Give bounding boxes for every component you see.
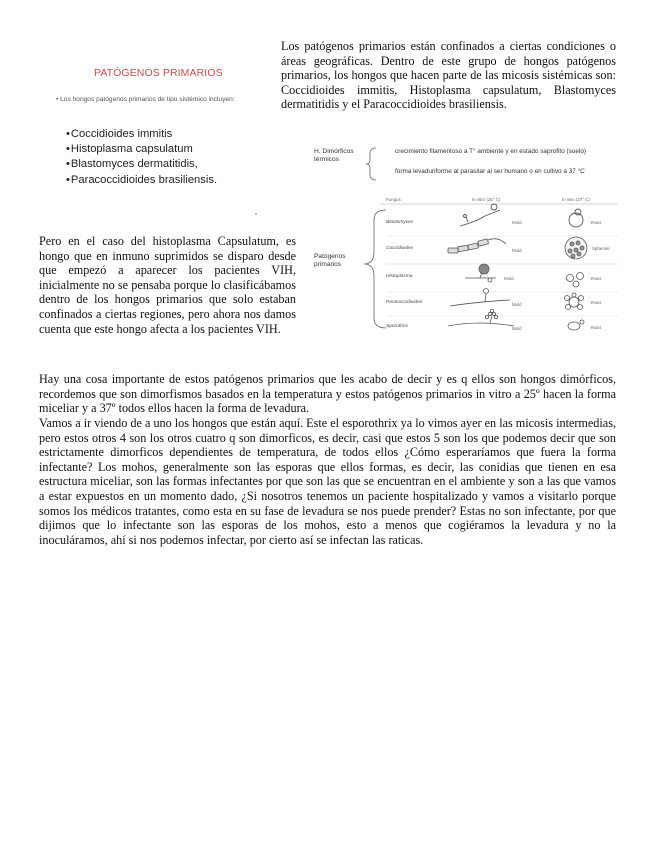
slide-intro: • Los hongos patógenos primarios de tipo sistémico incluyen:: [56, 96, 235, 103]
label-primary: Patógenos primarios: [314, 253, 346, 268]
row-vitro-label: Mold: [512, 302, 522, 307]
dimorphic-line-2: forma levaduriforme al parasitar al ser humano o en cultivo a 37 °C: [395, 168, 585, 175]
row-name-sporothrix: Sporothrix: [386, 324, 408, 329]
row-vivo-label: Yeast: [590, 325, 601, 330]
paragraph-right: Los patógenos primarios están confinados a ciertas condiciones o áreas geográficas. Dentro de este grupo de hongos patógenos primarios, los hongos que hacen parte de las micosis sistémicas son: Coccidioides immitis, Histoplasma capsulatum, Blastomyces dermatitidis y el Paracoccidioides brasiliensis.: [281, 39, 616, 112]
row-vitro-label: Mold: [512, 248, 522, 253]
dimorphic-fungi-diagram: [300, 140, 620, 345]
paragraph-body-2: Vamos a ir viendo de a uno los hongos que están aquí. Este el esporothrix ya lo vimos ayer en las micosis intermedias, pero estos otros 4 son los otros cuatro q son dimorficos, es decir, casi que estos 5 son los que podemos decir que son estrictamente dimorficos dependientes de temperatura, de todos ellos ¿Cómo esperaríamos que fuera la forma infectante? Los mohos, generalmente son las esporas que ellos formas, es decir, las conidias que tienen en esa estructura miceliar, son las formas infectantes por que son las que se encuentran en el ambiente y son a las que vamos a estar expuestos en un momento dado, ¿Si nosotros tenemos un paciente hospitalizado y vamos a visitarlo porque somos los médicos tratantes, como esta en su fase de levadura se nos puede prender? Estas no son infectante, por que dijimos que lo infectante son las esporas de los mohos, esto a menos que cogiéramos la levadura y no la inoculáramos, ahí si nos podemos infectar, por cierto así se infectan las raticas.: [39, 416, 616, 547]
histoplasma-yeast-drawing: [567, 273, 584, 288]
histoplasma-mold-drawing: [465, 264, 496, 282]
row-vivo-label: Yeast: [590, 220, 601, 225]
slide-list-item: • Paracoccidioides brasiliensis.: [66, 173, 217, 188]
header-vitro: In vitro (25° C): [472, 197, 501, 202]
blastomyces-mold-drawing: [460, 204, 500, 226]
row-name-blastomyces: Blastomyces: [386, 220, 414, 225]
header-vivo: In vivo (37° C): [562, 197, 590, 202]
dimorphic-line-1: crecimiento filamentoso a T° ambiente y en estado saprofito (suelo): [395, 148, 587, 155]
row-vitro-label: Mold: [512, 220, 522, 225]
stray-dot: [255, 213, 257, 215]
header-fungus: Fungus: [386, 197, 401, 202]
slide-list: [66, 127, 217, 188]
row-vivo-label: Yeast: [590, 300, 601, 305]
row-vitro-label: Mold: [512, 326, 522, 331]
slide-title: PATÓGENOS PRIMARIOS: [94, 67, 223, 79]
coccidioides-mold-drawing: [448, 239, 506, 253]
paracoccidioides-mold-drawing: [450, 289, 510, 307]
brace-primary: [364, 210, 386, 328]
slide-list-item: • Blastomyces dermatitidis,: [66, 157, 217, 172]
paragraph-left: Pero en el caso del histoplasma Capsulatum, es hongo que en inmuno suprimidos se disparo desde que empezó a aparecer los pacientes VIH, inicialmente no se pensaba porque lo clasificábamos dentro de los hongos primarios que solo estaban confinados a ciertas regiones, pero ahora nos damos cuenta que este hongo afecta a los pacientes VIH.: [39, 234, 296, 336]
slide-list-item: • Coccidioides immitis: [66, 127, 217, 142]
row-vivo-label: Yeast: [590, 276, 601, 281]
slide-image: [46, 55, 274, 220]
row-vivo-label: Spherule: [592, 246, 610, 251]
sporothrix-yeast-drawing: [568, 320, 584, 330]
paragraph-body-1: Hay una cosa importante de estos patógenos primarios que les acabo de decir y es q ellos son hongos dimórficos, recordemos que son dimorfismos basados en la temperatura y estos patógenos primarios in vitro a 25º hacen la forma miceliar y a 37º todos ellos hacen la forma de levadura.: [39, 372, 616, 416]
row-vitro-label: Mold: [504, 276, 514, 281]
coccidioides-spherule-drawing: [565, 237, 587, 259]
brace-top: [366, 148, 376, 180]
row-name-paracoccidioides: Paracoccidioides: [386, 300, 423, 305]
paracoccidioides-yeast-drawing: [565, 293, 584, 310]
row-name-histoplasma: Histoplasma: [386, 274, 413, 279]
sporothrix-mold-drawing: [448, 309, 514, 326]
row-name-coccidioides: Coccidioides: [386, 246, 414, 251]
blastomyces-yeast-drawing: [569, 209, 583, 227]
label-dimorphic: H. Dimórficos térmicos: [314, 148, 354, 163]
slide-list-item: • Histoplasma capsulatum: [66, 142, 217, 157]
